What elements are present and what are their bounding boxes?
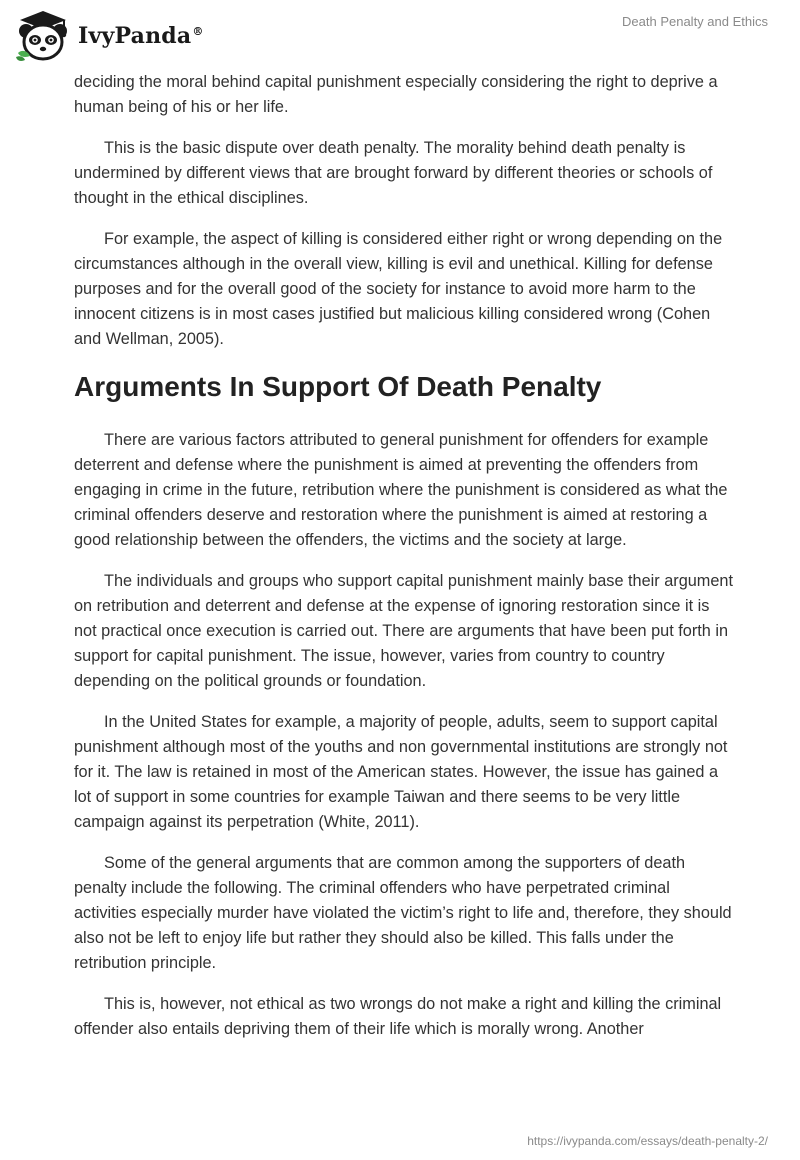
brand-logo[interactable]: [14, 8, 214, 64]
source-url[interactable]: https://ivypanda.com/essays/death-penalty-2/: [527, 1134, 768, 1148]
paragraph: This is the basic dispute over death penalty. The morality behind death penalty is undermined by different views that are brought forward by different theories or schools of thought in the ethical disciplines.: [74, 139, 713, 207]
panda-logo-icon: [14, 9, 72, 63]
paragraph: The individuals and groups who support capital punishment mainly base their argument on retribution and deterrent and defense at the expense of ignoring restoration since it is not practical once execution is carried out. There are arguments that have been put forth in support for capital punishment. The issue, however, varies from country to country depending on the political grounds or foundation.: [74, 572, 733, 690]
registered-mark: ®: [192, 24, 204, 38]
section-heading: Arguments In Support Of Death Penalty: [74, 371, 602, 402]
essay-body: [74, 70, 734, 1058]
paragraph: Some of the general arguments that are common among the supporters of death penalty include the following. The criminal offenders who have perpetrated criminal activities especially murder have violated the victim’s right to life and, therefore, they should also not be left to enjoy life but rather they should also be killed. This falls under the retribution principle.: [74, 854, 732, 972]
brand-name: IvyPanda®: [78, 23, 204, 49]
paragraph: deciding the moral behind capital punishment especially considering the right to deprive a human being of his or her life.: [74, 73, 718, 116]
document-title: Death Penalty and Ethics: [622, 14, 768, 29]
page-header: [0, 0, 800, 72]
paragraph: In the United States for example, a majority of people, adults, seem to support capital punishment although most of the youths and non governmental institutions are strongly not for it. The law is retained in most of the American states. However, the issue has gained a lot of support in some countries for example Taiwan and there seems to be very little campaign against its perpetration (White, 2011).: [74, 713, 728, 831]
paragraph: This is, however, not ethical as two wrongs do not make a right and killing the criminal offender also entails depriving them of their life which is morally wrong. Another: [74, 995, 722, 1038]
paragraph: For example, the aspect of killing is considered either right or wrong depending on the circumstances although in the overall view, killing is evil and unethical. Killing for defense purposes and for the overall good of the society for instance to avoid more harm to the innocent citizens is in most cases justified but malicious killing considered wrong (Cohen and Wellman, 2005).: [74, 230, 723, 348]
paragraph: There are various factors attributed to general punishment for offenders for example deterrent and defense where the punishment is aimed at preventing the offenders from engaging in crime in the future, retribution where the punishment is considered as what the criminal offenders deserve and restoration where the punishment is aimed at restoring a good relationship between the offenders, the victims and the society at large.: [74, 431, 728, 549]
